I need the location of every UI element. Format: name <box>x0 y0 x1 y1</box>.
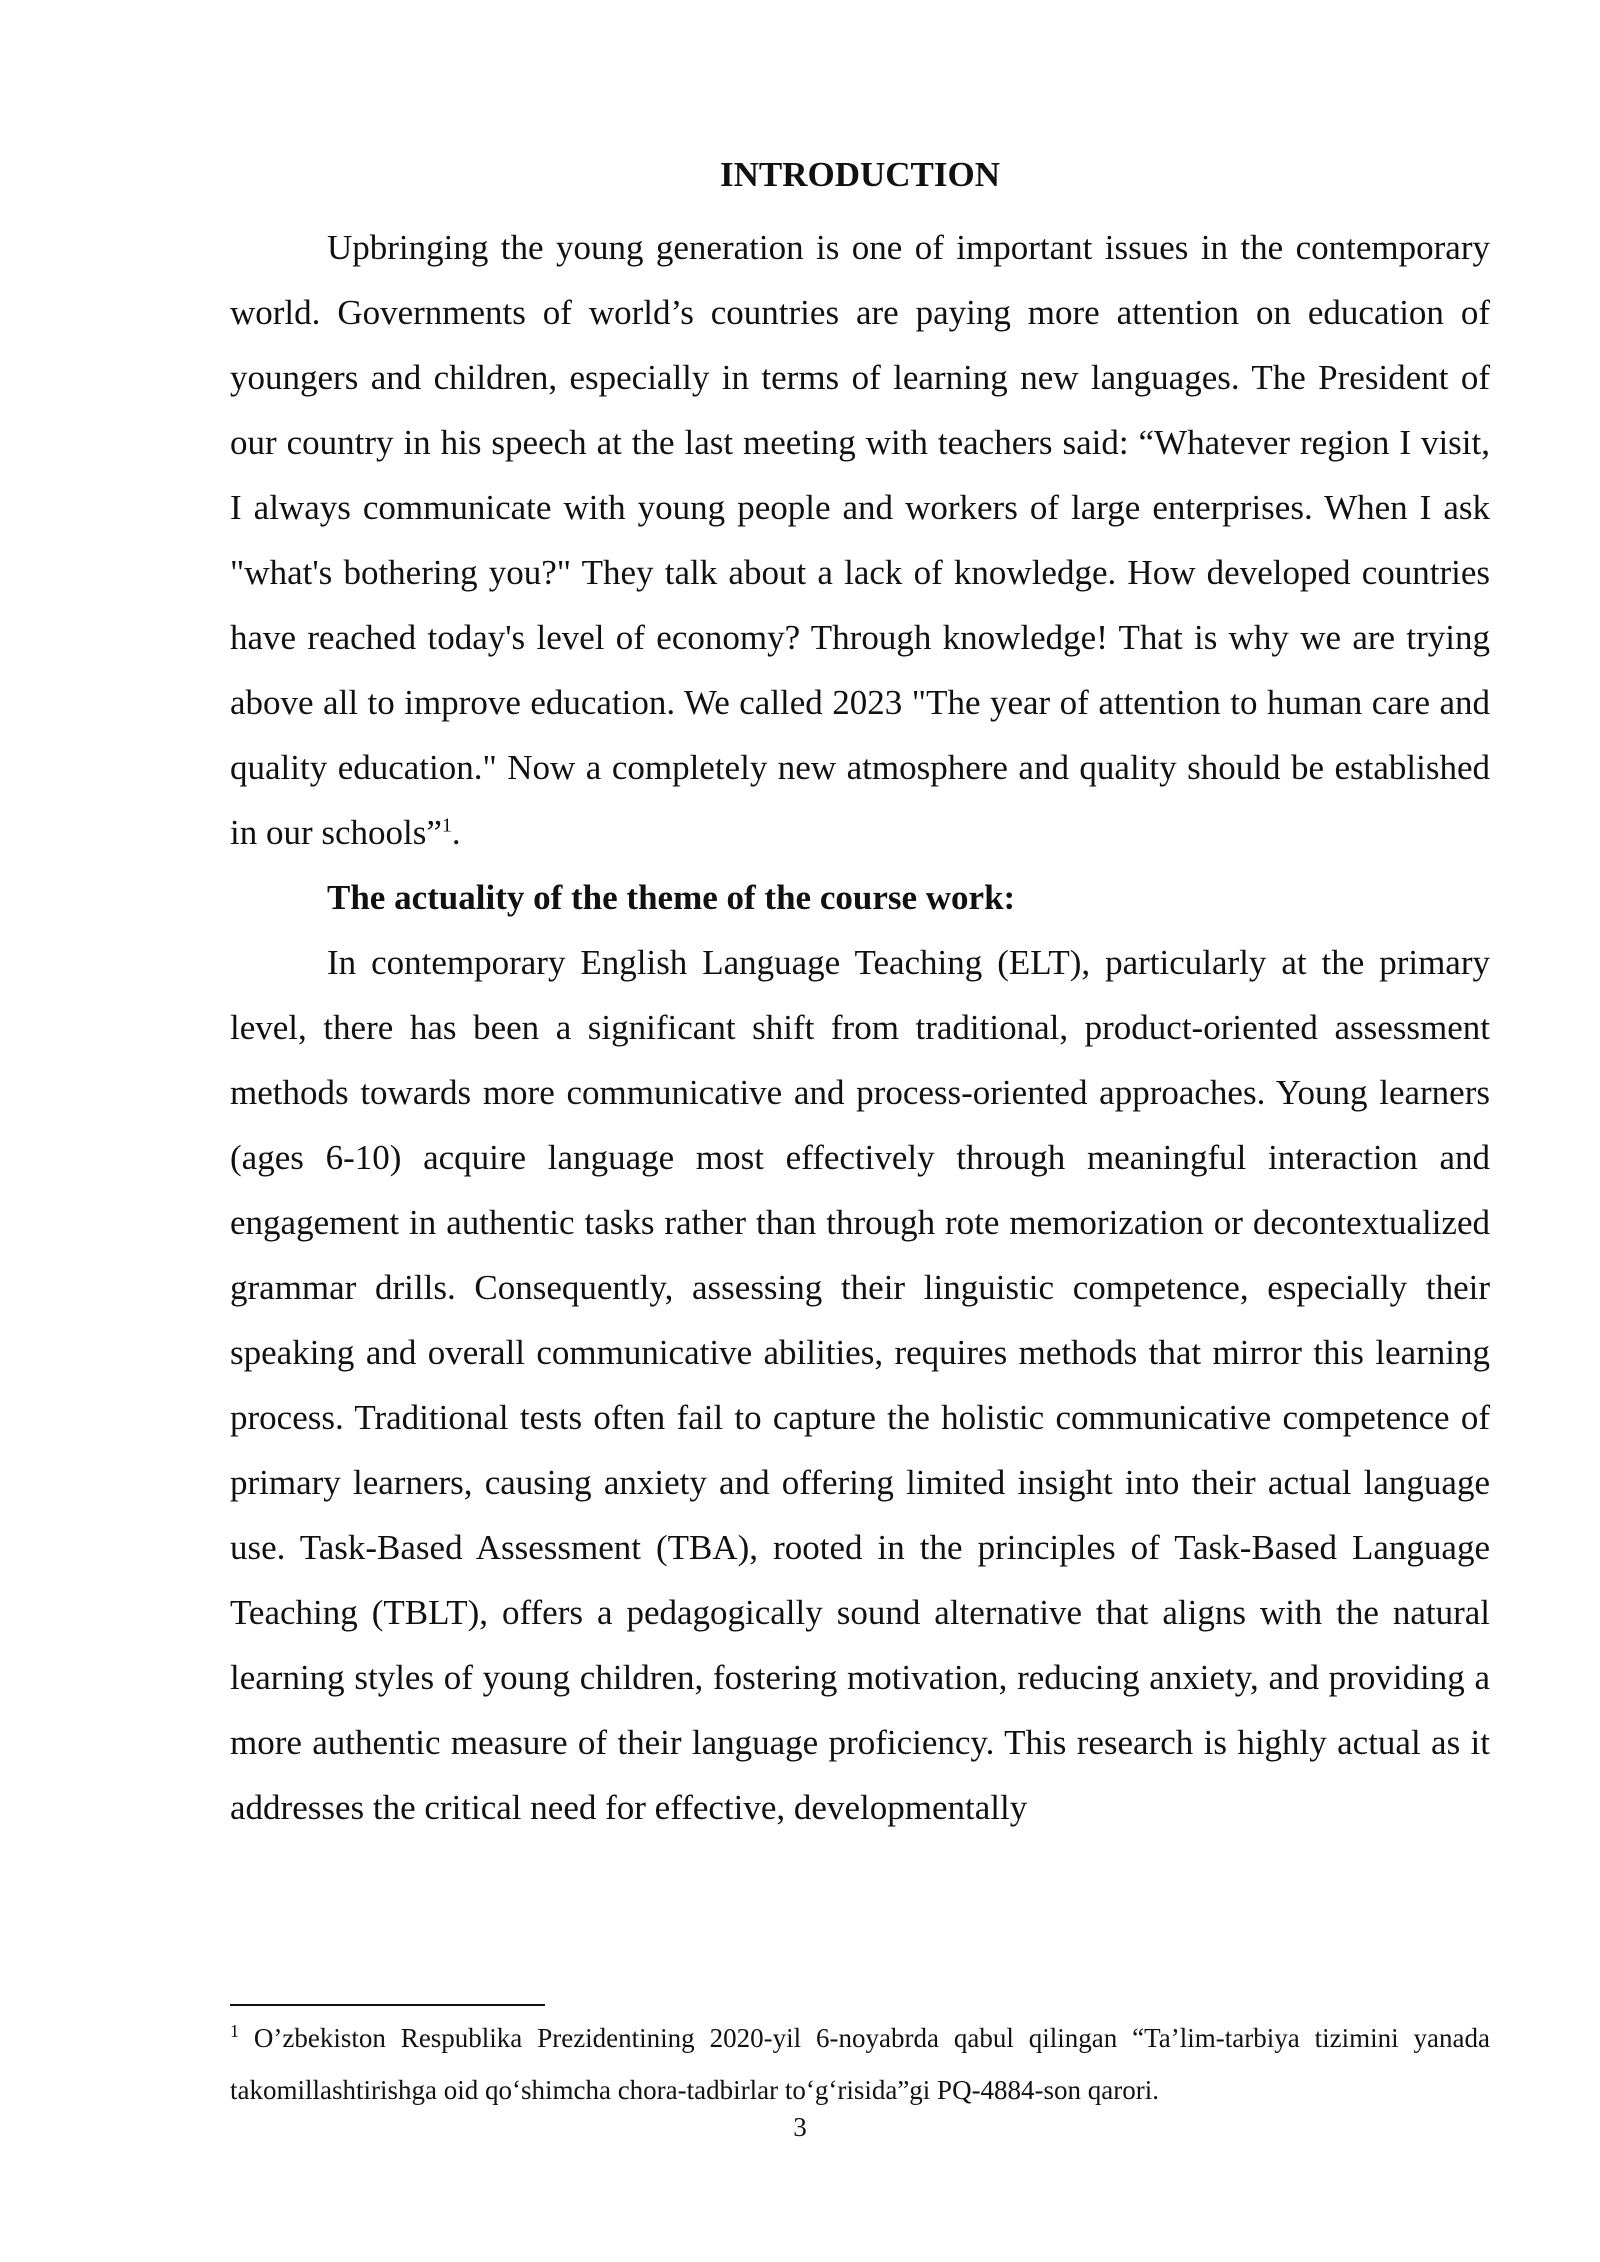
intro-paragraph <box>230 215 1490 865</box>
footnote-reference: 1 <box>441 814 452 837</box>
footnote-text: O’zbekiston Respublika Prezidentining 2020-yil 6-noyabrda qabul qilingan “Ta’lim-tarbiya tizimini yanada takomillashtirishga oid qo‘shimcha chora-tadbirlar to‘g‘risida”gi PQ-4884-son qarori. <box>230 2023 1490 2105</box>
page-title: INTRODUCTION <box>719 155 1001 194</box>
document-page <box>230 150 1490 1840</box>
actuality-paragraph: In contemporary English Language Teaching (ELT), particularly at the primary level, there has been a significant shift from traditional, product-oriented assessment methods towards more communicative and process-oriented approaches. Young learners (ages 6-10) acquire language most effectively through meaningful interaction and engagement in authentic tasks rather than through rote memorization or decontextualized grammar drills. Consequently, assessing their linguistic competence, especially their speaking and overall communicative abilities, requires methods that mirror this learning process. Traditional tests often fail to capture the holistic communicative competence of primary learners, causing anxiety and offering limited insight into their actual language use. Task-Based Assessment (TBA), rooted in the principles of Task-Based Language Teaching (TBLT), offers a pedagogically sound alternative that aligns with the natural learning styles of young children, fostering motivation, reducing anxiety, and providing a more authentic measure of their language proficiency. This research is highly actual as it addresses the critical need for effective, developmentally <box>230 943 1490 1827</box>
footnote-divider <box>230 2004 545 2006</box>
footnote-number: 1 <box>230 2021 239 2041</box>
page-number: 3 <box>793 2112 807 2142</box>
footnote <box>230 2012 1490 2116</box>
section-heading: The actuality of the theme of the course work: <box>327 878 1016 917</box>
intro-paragraph-text: Upbringing the young generation is one of important issues in the contemporary world. Governments of world’s countries are paying more attention on education of youngers and children, especially in terms of learning new languages. The President of our country in his speech at the last meeting with teachers said: “Whatever region I visit, I always communicate with young people and workers of large enterprises. When I ask "what's bothering you?" They talk about a lack of knowledge. How developed countries have reached today's level of economy? Through knowledge! That is why we are trying above all to improve education. We called 2023 "The year of attention to human care and quality education." Now a completely new atmosphere and quality should be established in our schools” <box>230 228 1490 852</box>
intro-paragraph-end: . <box>451 813 461 852</box>
